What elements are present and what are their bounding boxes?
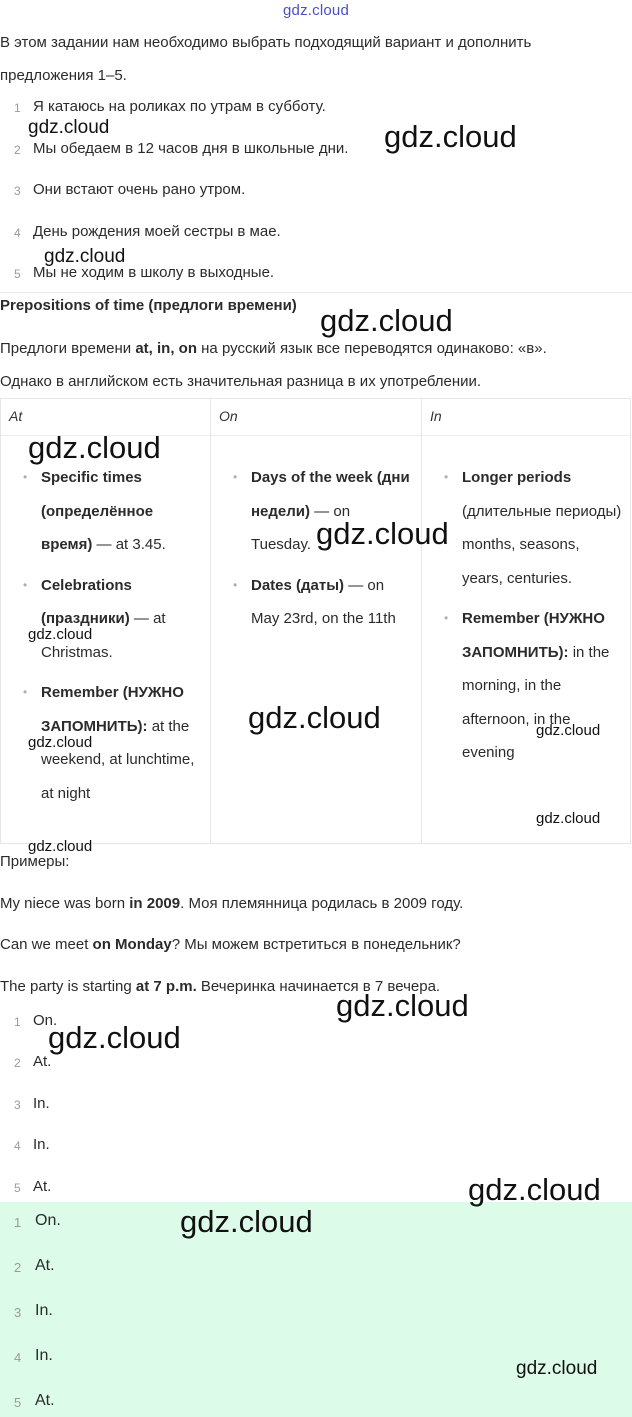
example-text: The party is starting <box>0 978 136 995</box>
example-text: Вечеринка начинается в 7 вечера. <box>196 978 441 995</box>
explain-bold: at, in, on <box>135 340 197 357</box>
examples-label: Примеры: <box>0 853 70 870</box>
bullet-term: Days of the week (дни недели) <box>251 469 410 520</box>
answer-highlight-box <box>0 1202 632 1417</box>
bullet-term: Celebrations (праздники) <box>41 576 132 627</box>
item-number: 3 <box>14 1305 22 1320</box>
list-item <box>23 569 201 670</box>
watermark: gdz.cloud <box>180 1204 313 1239</box>
item-text: Мы не ходим в школу в выходные. <box>33 264 275 281</box>
watermark: gdz.cloud <box>28 117 110 138</box>
item-number: 2 <box>14 1260 22 1275</box>
item-text: At. <box>33 1178 52 1195</box>
watermark: gdz.cloud <box>536 722 601 739</box>
item-number: 5 <box>14 1395 22 1410</box>
example-text: My niece was born <box>0 895 130 912</box>
watermark: gdz.cloud <box>384 119 517 154</box>
example-line <box>0 895 463 912</box>
bullet-text: — at 3.45. <box>92 536 166 553</box>
item-text: Я катаюсь на роликах по утрам в субботу. <box>33 98 326 115</box>
column-header-at: At <box>9 408 23 424</box>
watermark: gdz.cloud <box>336 988 469 1023</box>
bullet-term: Remember (НУЖНО ЗАПОМНИТЬ): <box>41 684 184 735</box>
item-text: In. <box>33 1095 50 1112</box>
column-header-on: On <box>219 408 238 424</box>
list-item <box>233 569 413 636</box>
item-text: On. <box>33 1012 58 1029</box>
item-number: 5 <box>14 267 21 281</box>
item-number: 2 <box>14 143 21 157</box>
intro-line-2: предложения 1–5. <box>0 67 127 84</box>
bullet-term: Remember (НУЖНО ЗАПОМНИТЬ): <box>462 610 605 661</box>
watermark: gdz.cloud <box>316 516 449 551</box>
watermark: gdz.cloud <box>28 430 161 465</box>
item-number: 3 <box>14 184 21 198</box>
bullet-text: — at Christmas. <box>41 610 166 661</box>
bullet-text: (длительные периоды) months, seasons, years, centuries. <box>462 502 622 587</box>
item-text: In. <box>35 1302 53 1319</box>
bullet-text: — on May 23rd, on the 11th <box>251 576 396 627</box>
example-bold: in 2009 <box>129 895 181 912</box>
bullet-text: — on Tuesday. <box>251 502 351 553</box>
list-item <box>444 602 622 770</box>
item-number: 5 <box>14 1181 21 1195</box>
example-bold: at 7 p.m. <box>135 978 197 995</box>
item-text: At. <box>35 1392 55 1409</box>
item-text: Они встают очень рано утром. <box>33 181 246 198</box>
list-item <box>23 461 201 562</box>
watermark: gdz.cloud <box>28 626 93 643</box>
list-item <box>444 461 622 595</box>
item-number: 1 <box>14 101 21 115</box>
item-text: On. <box>35 1212 61 1229</box>
item-number: 4 <box>14 1350 22 1365</box>
explain-line-1 <box>0 340 547 357</box>
watermark: gdz.cloud <box>468 1172 601 1207</box>
example-line <box>0 936 461 953</box>
column-header-in: In <box>430 408 442 424</box>
item-number: 2 <box>14 1056 21 1070</box>
explain-line-2: Однако в английском есть значительная разница в их употреблении. <box>0 373 482 390</box>
item-text: At. <box>35 1257 55 1274</box>
example-bold: on Monday <box>92 936 172 953</box>
explain-text: Предлоги времени <box>0 340 136 357</box>
item-text: Мы обедаем в 12 часов дня в школьные дни. <box>33 140 349 157</box>
column-divider <box>210 399 211 843</box>
watermark: gdz.cloud <box>516 1358 598 1379</box>
item-number: 1 <box>14 1015 21 1029</box>
watermark: gdz.cloud <box>28 734 93 751</box>
site-logo[interactable]: gdz.cloud <box>282 2 349 19</box>
watermark: gdz.cloud <box>44 246 126 267</box>
column-divider <box>421 399 422 843</box>
item-text: In. <box>35 1347 53 1364</box>
example-text: . Моя племянница родилась в 2009 году. <box>180 895 464 912</box>
watermark: gdz.cloud <box>536 810 601 827</box>
divider <box>0 292 632 293</box>
bullet-term: Dates (даты) <box>251 576 345 594</box>
example-text: Can we meet <box>0 936 93 953</box>
bullet-term: Longer periods <box>462 469 572 486</box>
item-number: 4 <box>14 226 21 240</box>
watermark: gdz.cloud <box>248 700 381 735</box>
intro-line-1: В этом задании нам необходимо выбрать подходящий вариант и дополнить <box>0 34 532 51</box>
bullet-term: Specific times (определённое время) <box>41 469 154 553</box>
explain-text: на русский язык все переводятся одинаково: «в». <box>196 340 547 357</box>
watermark: gdz.cloud <box>28 838 93 855</box>
item-number: 3 <box>14 1098 21 1112</box>
watermark: gdz.cloud <box>48 1020 181 1055</box>
item-text: День рождения моей сестры в мае. <box>33 223 281 240</box>
watermark: gdz.cloud <box>320 303 453 338</box>
bullet-text: in the morning, in the afternoon, in the evening <box>462 643 610 761</box>
section-heading: Prepositions of time (предлоги времени) <box>0 297 297 314</box>
item-number: 4 <box>14 1139 21 1153</box>
item-text: At. <box>33 1053 52 1070</box>
item-text: In. <box>33 1136 50 1153</box>
example-text: ? Мы можем встретиться в понедельник? <box>171 936 461 953</box>
bullet-text: at the weekend, at lunchtime, at night <box>41 717 195 802</box>
item-number: 1 <box>14 1215 22 1230</box>
